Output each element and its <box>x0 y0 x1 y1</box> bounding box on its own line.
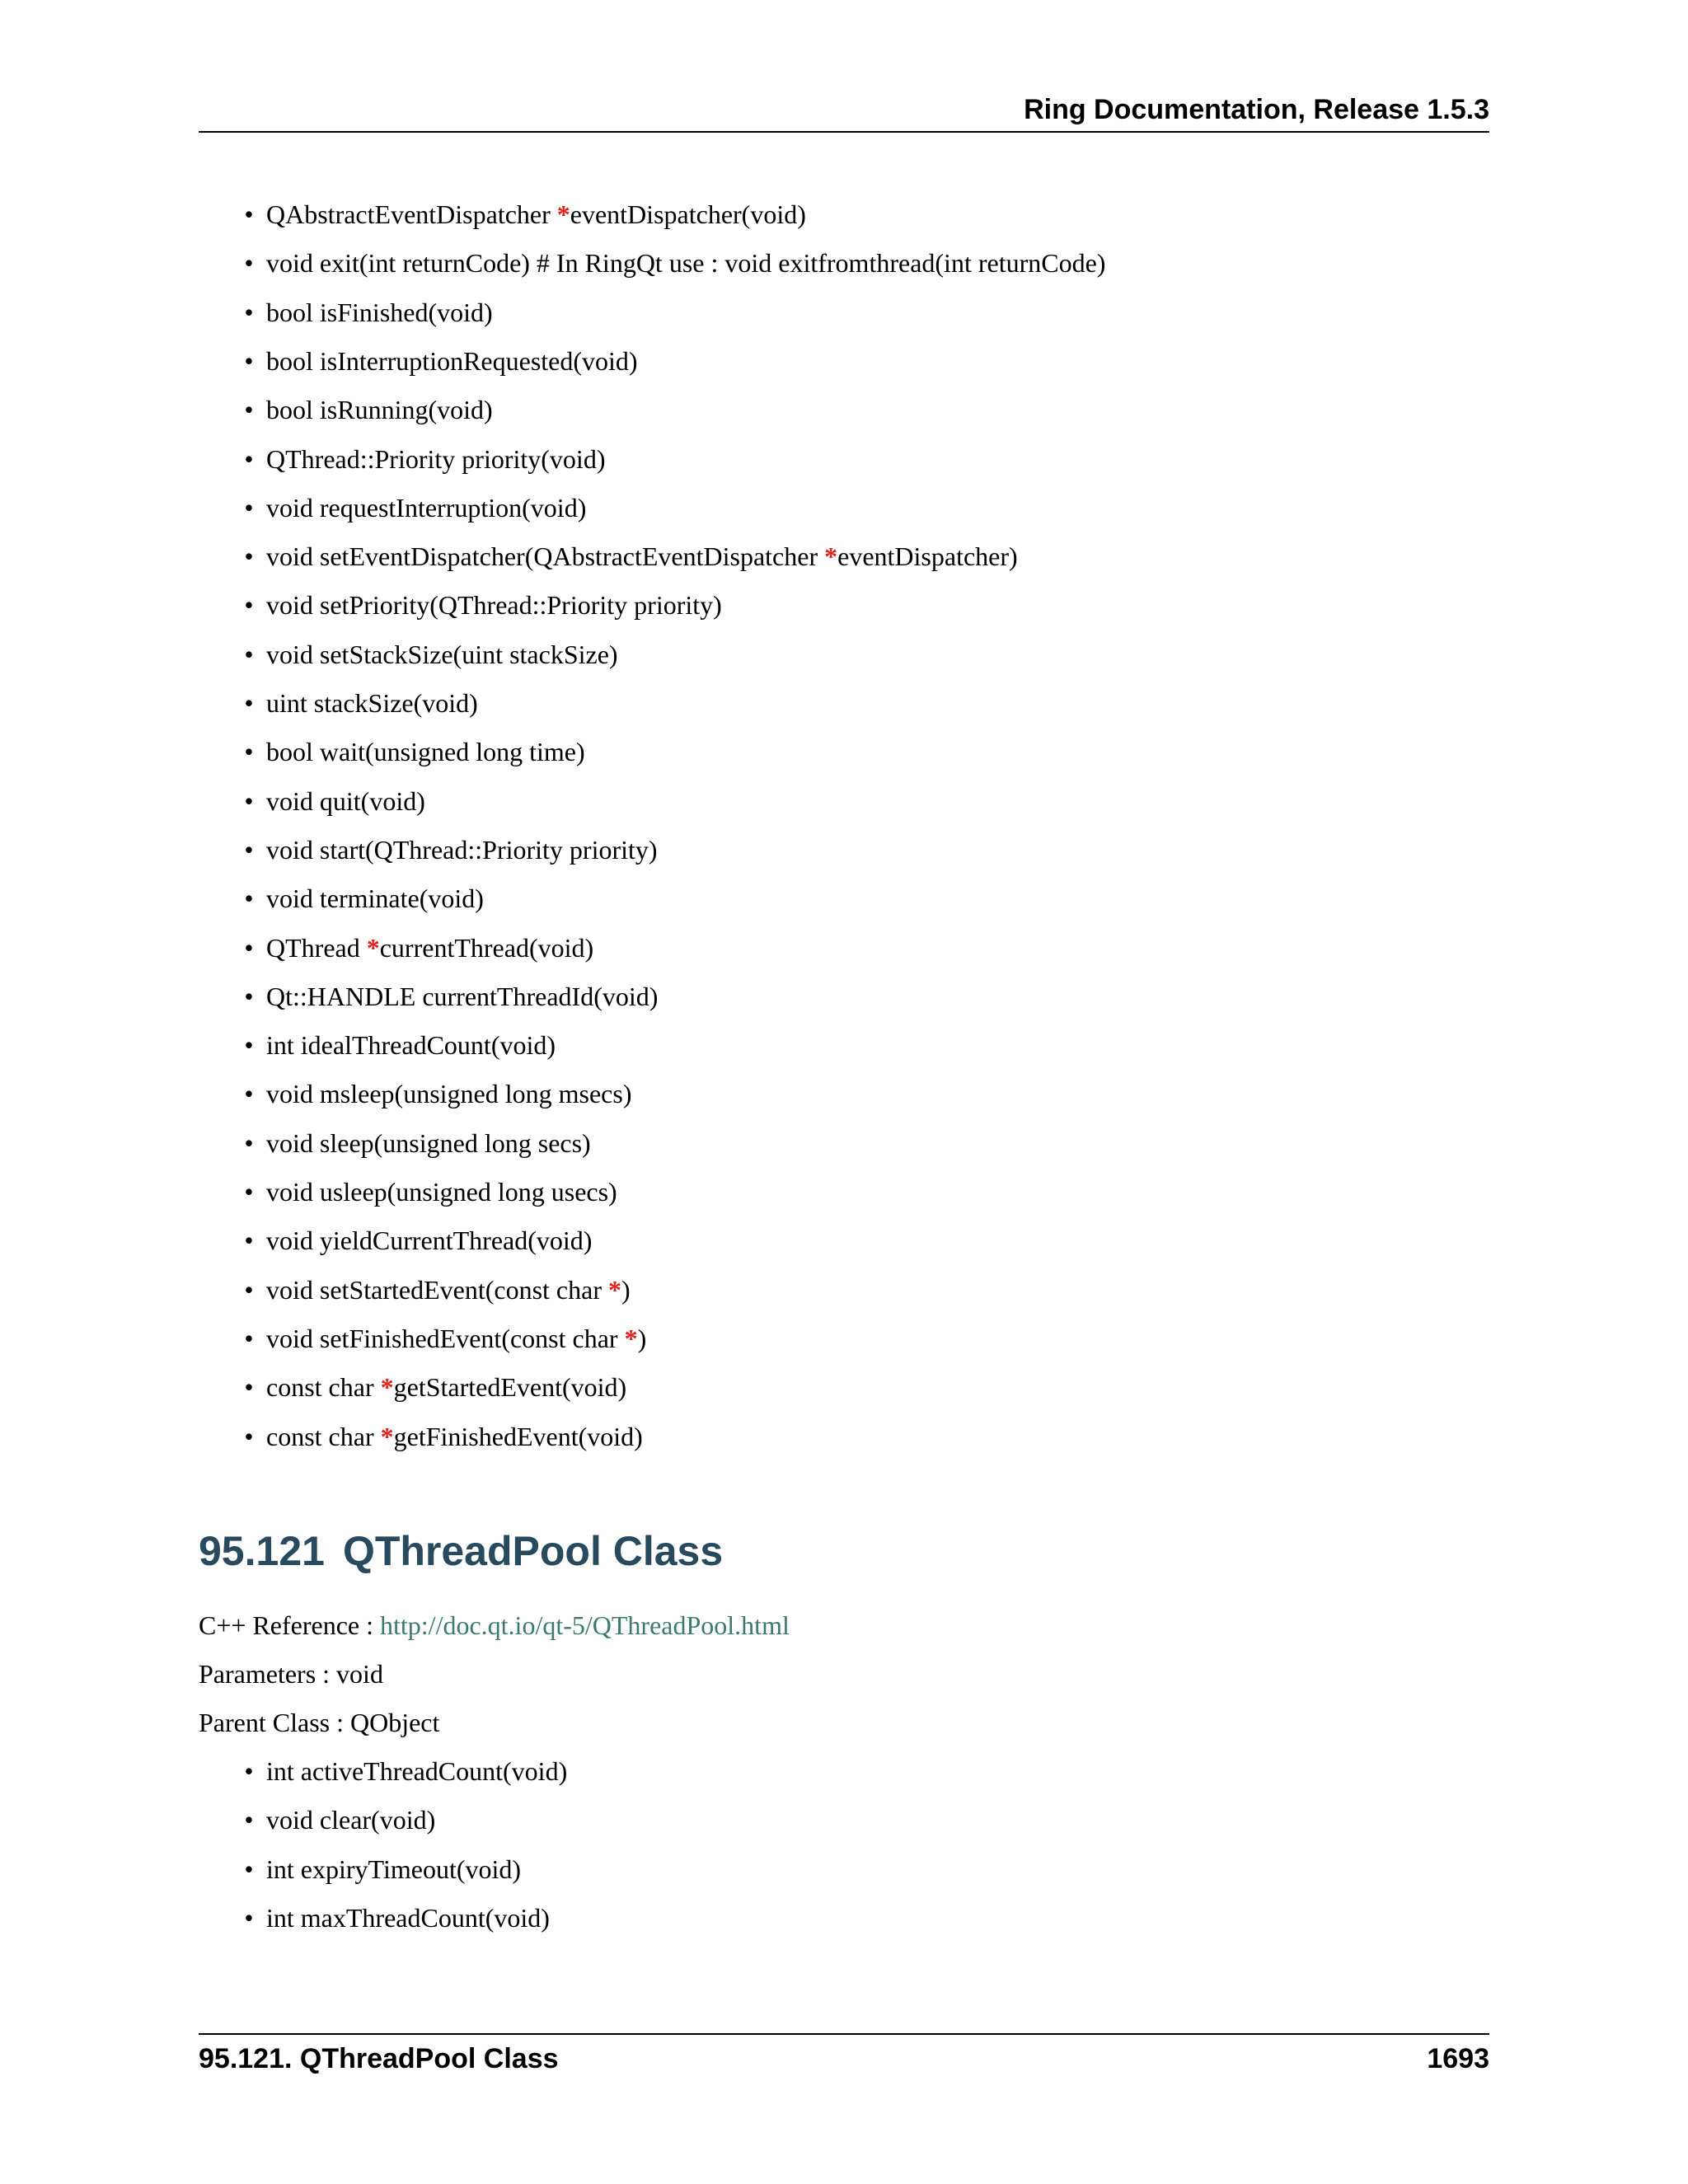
method-signature-end: eventDispatcher(void) <box>570 199 806 229</box>
method-signature-start: bool wait(unsigned long time) <box>266 737 585 767</box>
pointer-asterisk: * <box>366 932 380 963</box>
bullet-icon: • <box>244 541 254 572</box>
method-signature-start: bool isFinished(void) <box>266 297 493 327</box>
method-signature-start: void exit(int returnCode) # In RingQt use : void exitfromthread(int returnCode) <box>266 248 1106 279</box>
method-signature-start: bool isRunning(void) <box>266 395 493 425</box>
method-signature <box>266 540 1018 573</box>
method-signature-start: void start(QThread::Priority priority) <box>266 834 658 865</box>
pointer-asterisk: * <box>824 541 838 572</box>
method-signature-start: uint stackSize(void) <box>266 688 478 718</box>
method-signature <box>266 833 658 866</box>
bullet-icon: • <box>244 443 254 474</box>
method-signature-start: void terminate(void) <box>266 883 484 914</box>
method-signature <box>266 1077 631 1110</box>
method-signature-start: bool isInterruptionRequested(void) <box>266 345 638 376</box>
method-signature <box>266 1371 626 1404</box>
parameters-line: Parameters : void <box>199 1659 383 1689</box>
bullet-icon: • <box>244 639 254 669</box>
method-signature <box>266 980 658 1013</box>
method-signature-end: getStartedEvent(void) <box>393 1372 627 1403</box>
section-title-text: QThreadPool Class <box>342 1528 724 1574</box>
bullet-icon: • <box>244 248 254 279</box>
method-signature <box>266 735 585 768</box>
method-signature <box>266 785 425 818</box>
bullet-icon: • <box>244 1127 254 1158</box>
method-signature-start: void sleep(unsigned long secs) <box>266 1127 591 1158</box>
footer-divider <box>199 2033 1489 2035</box>
method-signature-end: eventDispatcher) <box>837 541 1018 572</box>
method-signature-start: void setStackSize(uint stackSize) <box>266 639 618 669</box>
method-signature-start: void msleep(unsigned long msecs) <box>266 1079 632 1109</box>
method-signature <box>266 638 618 671</box>
pointer-asterisk: * <box>607 1274 621 1305</box>
bullet-icon: • <box>244 737 254 767</box>
method-signature <box>266 491 586 524</box>
bullet-icon: • <box>244 688 254 718</box>
method-signature <box>266 296 493 329</box>
bullet-icon: • <box>244 1079 254 1109</box>
method-signature-start: QAbstractEventDispatcher <box>266 199 557 229</box>
method-signature <box>266 931 593 964</box>
method-signature <box>266 198 806 231</box>
bullet-icon: • <box>244 883 254 914</box>
bullet-icon: • <box>244 1226 254 1256</box>
bullet-icon: • <box>244 297 254 327</box>
method-signature <box>266 882 484 915</box>
pointer-asterisk: * <box>380 1372 394 1403</box>
footer-section-label: 95.121. QThreadPool Class <box>199 2043 559 2074</box>
method-signature-start: void clear(void) <box>266 1805 436 1835</box>
bullet-icon: • <box>244 932 254 963</box>
method-signature <box>266 1853 521 1886</box>
method-signature <box>266 1322 646 1355</box>
method-signature <box>266 1420 643 1453</box>
method-signature-start: void requestInterruption(void) <box>266 492 587 523</box>
bullet-icon: • <box>244 1421 254 1451</box>
method-signature-start: void setEventDispatcher(QAbstractEventDispatcher <box>266 541 825 572</box>
cpp-reference-label: C++ Reference : <box>199 1610 380 1640</box>
method-signature <box>266 1755 567 1788</box>
method-signature-start: void quit(void) <box>266 785 425 816</box>
method-signature-start: const char <box>266 1421 381 1451</box>
bullet-icon: • <box>244 1030 254 1061</box>
bullet-icon: • <box>244 1372 254 1403</box>
bullet-icon: • <box>244 1902 254 1933</box>
method-signature-start: int activeThreadCount(void) <box>266 1756 568 1786</box>
bullet-icon: • <box>244 199 254 229</box>
method-signature <box>266 1224 592 1257</box>
method-signature-start: void usleep(unsigned long usecs) <box>266 1177 617 1207</box>
bullet-icon: • <box>244 834 254 865</box>
bullet-icon: • <box>244 1323 254 1353</box>
method-signature <box>266 1127 591 1160</box>
bullet-icon: • <box>244 785 254 816</box>
bullet-icon: • <box>244 1274 254 1305</box>
pointer-asterisk: * <box>556 199 570 229</box>
parent-class-line: Parent Class : QObject <box>199 1708 440 1737</box>
method-signature-start: int idealThreadCount(void) <box>266 1030 556 1061</box>
method-signature <box>266 393 493 426</box>
bullet-icon: • <box>244 1756 254 1786</box>
pointer-asterisk: * <box>624 1323 638 1353</box>
page-header <box>199 93 1489 133</box>
bullet-icon: • <box>244 1854 254 1884</box>
method-signature-end: currentThread(void) <box>379 932 594 963</box>
bullet-icon: • <box>244 395 254 425</box>
bullet-icon: • <box>244 345 254 376</box>
cpp-reference-line <box>199 1609 790 1642</box>
method-signature-start: const char <box>266 1372 381 1403</box>
method-signature <box>266 687 478 719</box>
method-signature-start: QThread::Priority priority(void) <box>266 443 606 474</box>
method-signature-start: int expiryTimeout(void) <box>266 1854 522 1884</box>
method-signature-end: ) <box>621 1274 631 1305</box>
section-number: 95.121 <box>199 1528 325 1574</box>
method-signature <box>266 1803 435 1836</box>
method-signature-end: ) <box>637 1323 647 1353</box>
method-signature <box>266 1029 556 1062</box>
bullet-icon: • <box>244 1805 254 1835</box>
method-signature-start: Qt::HANDLE currentThreadId(void) <box>266 981 659 1011</box>
method-signature-start: void setPriority(QThread::Priority priority) <box>266 590 722 621</box>
method-signature <box>266 246 1105 279</box>
method-signature-start: void yieldCurrentThread(void) <box>266 1226 593 1256</box>
method-signature <box>266 443 605 476</box>
method-signature-start: int maxThreadCount(void) <box>266 1902 550 1933</box>
method-signature-start: void setStartedEvent(const char <box>266 1274 608 1305</box>
header-title: Ring Documentation, Release 1.5.3 <box>1024 94 1489 125</box>
method-signature <box>266 588 722 621</box>
bullet-icon: • <box>244 1177 254 1207</box>
footer-page-number: 1693 <box>1427 2043 1489 2074</box>
section-heading <box>199 1526 723 1576</box>
cpp-reference-link[interactable]: http://doc.qt.io/qt-5/QThreadPool.html <box>380 1610 790 1640</box>
method-signature-start: QThread <box>266 932 367 963</box>
method-signature <box>266 1273 631 1306</box>
method-signature <box>266 1175 617 1208</box>
bullet-icon: • <box>244 981 254 1011</box>
method-signature-start: void setFinishedEvent(const char <box>266 1323 625 1353</box>
pointer-asterisk: * <box>380 1421 394 1451</box>
bullet-icon: • <box>244 492 254 523</box>
method-signature <box>266 1901 550 1934</box>
method-signature-end: getFinishedEvent(void) <box>393 1421 643 1451</box>
method-signature <box>266 344 638 377</box>
bullet-icon: • <box>244 590 254 621</box>
